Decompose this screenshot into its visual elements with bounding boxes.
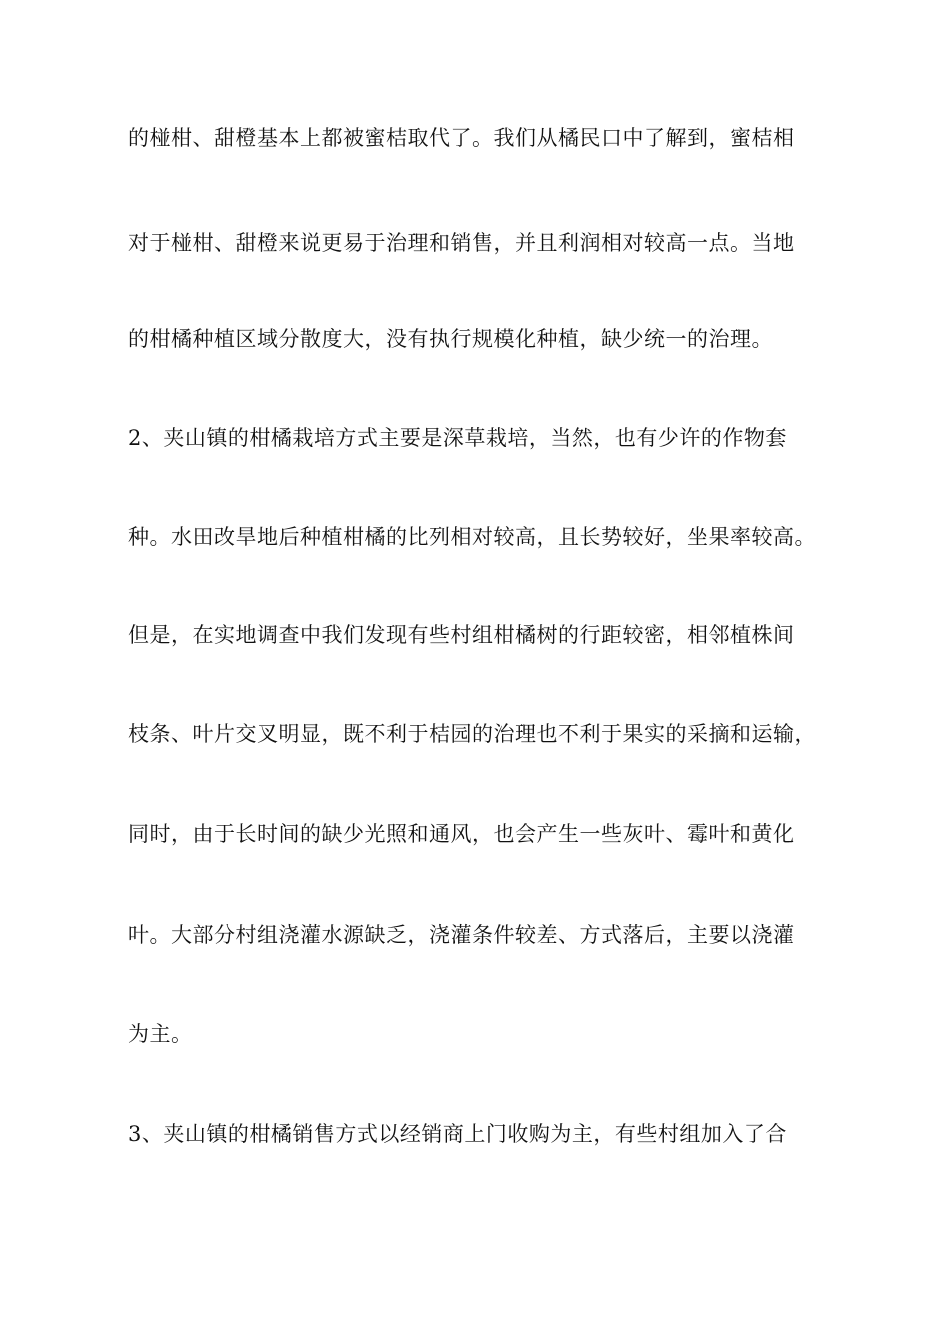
- text-line: 枝条、叶片交叉明显，既不利于桔园的治理也不利于果实的采摘和运输，: [128, 722, 816, 746]
- text-line: 种。水田改旱地后种植柑橘的比列相对较高，且长势较好，坐果率较高。: [128, 525, 816, 549]
- text-line: 为主。: [128, 1022, 193, 1046]
- text-line: 但是，在实地调查中我们发现有些村组柑橘树的行距较密，相邻植株间: [128, 623, 795, 647]
- text-line: 对于椪柑、甜橙来说更易于治理和销售，并且利润相对较高一点。当地: [128, 231, 795, 255]
- text-line: 叶。大部分村组浇灌水源缺乏，浇灌条件较差、方式落后，主要以浇灌: [128, 923, 795, 947]
- text-line: 2、夹山镇的柑橘栽培方式主要是深草栽培，当然，也有少许的作物套: [128, 426, 787, 450]
- text-line: 的椪柑、甜橙基本上都被蜜桔取代了。我们从橘民口中了解到，蜜桔相: [128, 126, 795, 150]
- text-line: 的柑橘种植区域分散度大，没有执行规模化种植，缺少统一的治理。: [128, 327, 773, 351]
- text-line: 同时，由于长时间的缺少光照和通风，也会产生一些灰叶、霉叶和黄化: [128, 822, 795, 846]
- text-line: 3、夹山镇的柑橘销售方式以经销商上门收购为主，有些村组加入了合: [128, 1122, 787, 1146]
